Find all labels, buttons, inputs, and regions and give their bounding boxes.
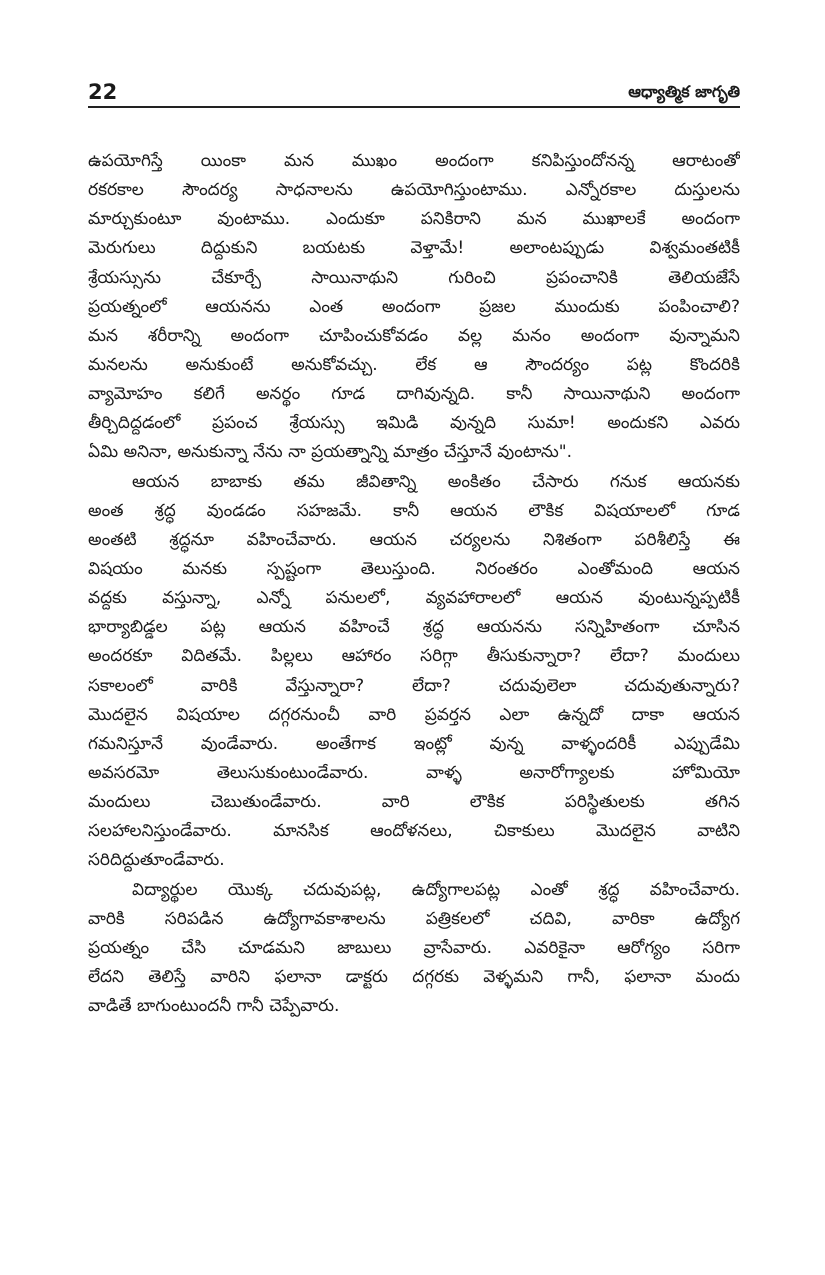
page-number: 22 xyxy=(88,80,118,104)
text-line: వ్యామోహం కలిగే అనర్థం గూడ దాగివున్నది. కానీ సాయినాథుని అందంగా xyxy=(88,384,740,405)
book-title: ఆధ్యాత్మిక జాగృతి xyxy=(628,82,740,101)
text-line: మందులు చెబుతుండేవారు. వారి లౌకిక పరిస్థితులకు తగిన xyxy=(88,792,740,813)
text-line: అందరకూ విదితమే. పిల్లలు ఆహారం సరిగ్గా తీసుకున్నారా? లేదా? మందులు xyxy=(88,646,740,667)
text-line: లేదని తెలిస్తే వారిని ఫలానా డాక్టరు దగ్గరకు వెళ్ళమని గానీ, ఫలానా మందు xyxy=(88,966,740,987)
text-line: మనలను అనుకుంటే అనుకోవచ్చు. లేక ఆ సౌందర్యం పట్ల కొందరికి xyxy=(88,354,740,375)
text-line: అవసరమో తెలుసుకుంటుండేవారు. వాళ్ళ అనారోగ్యాలకు హోమియో xyxy=(88,762,740,783)
text-line: వారికి సరిపడిన ఉద్యోగావకాశాలను పత్రికలలో చదివి, వారికా ఉద్యోగ xyxy=(88,908,740,929)
running-header xyxy=(88,78,740,106)
text-line: వాడితే బాగుంటుందనీ గానీ చెప్పేవారు. xyxy=(88,996,340,1017)
text-line: మన శరీరాన్ని అందంగా చూపించుకోవడం వల్ల మనం అందంగా వున్నామని xyxy=(88,325,740,346)
text-line: మెరుగులు దిద్దుకుని బయటకు వెళ్తామే! అలాంటప్పుడు విశ్వమంతటికీ xyxy=(88,238,740,259)
text-line: భార్యాబిడ్డల పట్ల ఆయన వహించే శ్రద్ధ ఆయనను సన్నిహితంగా చూసిన xyxy=(88,617,740,638)
text-line: సలహాలనిస్తుండేవారు. మానసిక ఆందోళనలు, చికాకులు మొదలైన వాటిని xyxy=(88,821,740,842)
text-line: అంతటి శ్రద్ధనూ వహించేవారు. ఆయన చర్యలను నిశితంగా పరిశీలిస్తే ఈ xyxy=(88,529,740,550)
text-line: రకరకాల సౌందర్య సాధనాలను ఉపయోగిస్తుంటాము. ఎన్నోరకాల దుస్తులను xyxy=(88,180,740,201)
text-line: సరిదిద్దుతూండేవారు. xyxy=(88,850,225,871)
body-text xyxy=(88,147,740,1021)
text-line: ఆయన బాబాకు తమ జీవితాన్ని అంకితం చేసారు గనుక ఆయనకు xyxy=(132,471,740,492)
text-line: శ్రేయస్సును చేకూర్చే సాయినాథుని గురించి ప్రపంచానికి తెలియజేసే xyxy=(88,267,740,288)
text-line: మార్చుకుంటూ వుంటాము. ఎందుకూ పనికిరాని మన ముఖాలకే అందంగా xyxy=(88,209,740,230)
text-line: మొదలైన విషయాల దగ్గరనుంచీ వారి ప్రవర్తన ఎలా ఉన్నదో దాకా ఆయన xyxy=(88,704,740,725)
text-line: అంత శ్రద్ధ వుండడం సహజమే. కానీ ఆయన లౌకిక విషయాలలో గూడ xyxy=(88,500,740,521)
text-line: వద్దకు వస్తున్నా, ఎన్నో పనులలో, వ్యవహారాలలో ఆయన వుంటున్నప్పటికీ xyxy=(88,588,740,609)
text-line: విషయం మనకు స్పష్టంగా తెలుస్తుంది. నిరంతరం ఎంతోమంది ఆయన xyxy=(88,558,740,579)
text-line: విద్యార్థుల యొక్క చదువుపట్ల, ఉద్యోగాలపట్ల ఎంతో శ్రద్ధ వహించేవారు. xyxy=(132,879,740,900)
header-rule xyxy=(88,106,740,108)
text-line: సకాలంలో వారికి వేస్తున్నారా? లేదా? చదువులెలా చదువుతున్నారు? xyxy=(88,675,740,696)
text-line: గమనిస్తూనే వుండేవారు. అంతేగాక ఇంట్లో వున్న వాళ్ళందరికీ ఎప్పుడేమి xyxy=(88,733,740,754)
text-line: తీర్చిదిద్దడంలో ప్రపంచ శ్రేయస్సు ఇమిడి వున్నది సుమా! అందుకని ఎవరు xyxy=(88,413,740,434)
text-line: ప్రయత్నం చేసి చూడమని జాబులు వ్రాసేవారు. ఎవరికైనా ఆరోగ్యం సరిగా xyxy=(88,937,740,958)
text-line: ప్రయత్నంలో ఆయనను ఎంత అందంగా ప్రజల ముందుకు పంపించాలి? xyxy=(88,296,740,317)
text-line: ఉపయోగిస్తే యింకా మన ముఖం అందంగా కనిపిస్తుందోనన్న ఆరాటంతో xyxy=(88,151,740,171)
text-line: ఏమి అనినా, అనుకున్నా నేను నా ప్రయత్నాన్ని మాత్రం చేస్తూనే వుంటాను". xyxy=(88,442,572,463)
